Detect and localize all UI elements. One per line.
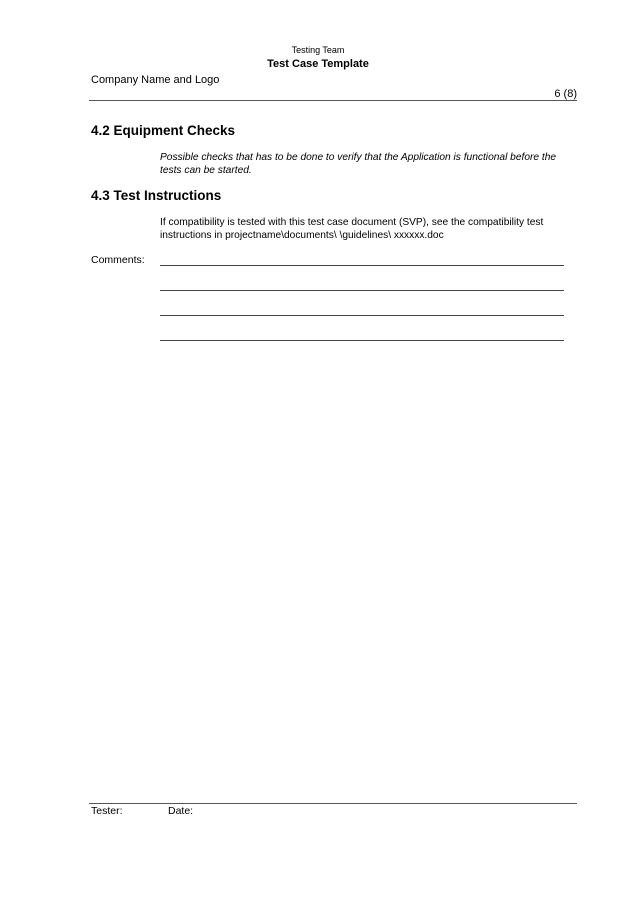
header-company: Company Name and Logo	[91, 74, 220, 86]
footer-divider	[89, 803, 577, 804]
section-body-test-instructions: If compatibility is tested with this test case document (SVP), see the compatibility test instructions in projectname\documents\ \guidelines\ xxxxxx.doc	[160, 217, 544, 241]
footer-tester-label: Tester:	[91, 805, 123, 817]
comment-line-3[interactable]	[160, 315, 564, 316]
footer-date-label: Date:	[168, 805, 194, 817]
header-team: Testing Team	[291, 45, 345, 55]
page-number: 6 (8)	[554, 88, 577, 100]
section-heading-equipment-checks: 4.2 Equipment Checks	[91, 123, 236, 138]
comment-line-1[interactable]	[160, 265, 564, 266]
header-divider	[89, 100, 577, 101]
header-title: Test Case Template	[267, 58, 369, 70]
comment-line-2[interactable]	[160, 290, 564, 291]
section-heading-test-instructions: 4.3 Test Instructions	[91, 188, 222, 203]
comments-label: Comments:	[91, 254, 145, 266]
comment-line-4[interactable]	[160, 340, 564, 341]
section-body-equipment-checks: Possible checks that has to be done to verify that the Application is functional before the tests can be started.	[160, 152, 557, 176]
